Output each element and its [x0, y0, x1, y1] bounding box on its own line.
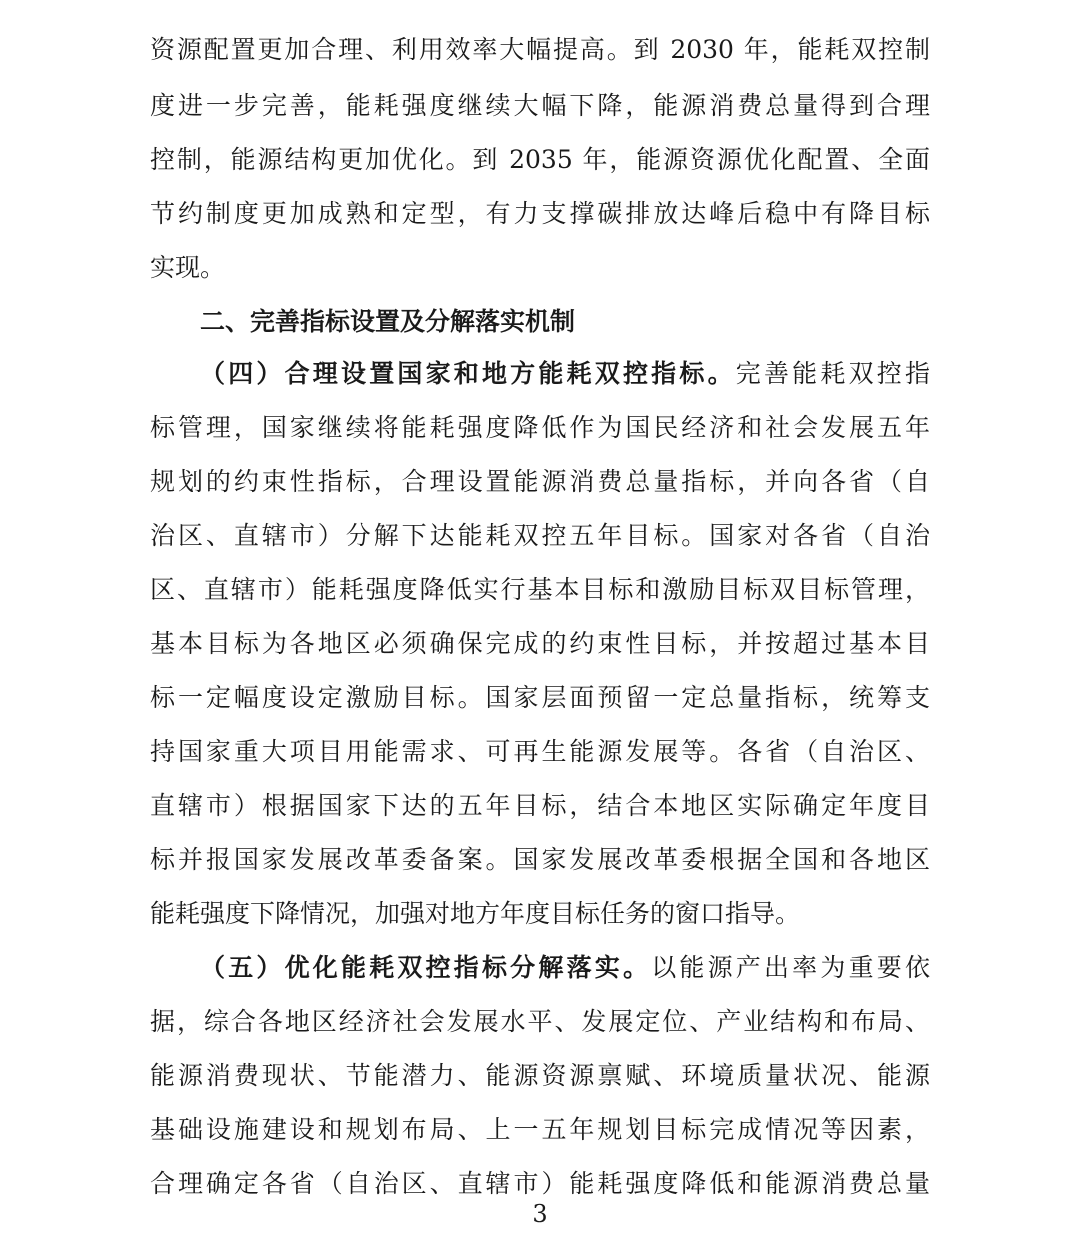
text-line: 资源配置更加合理、利用效率大幅提高。到 2030 年，能耗双控制 [150, 35, 930, 64]
text-line: 节约制度更加成熟和定型，有力支撑碳排放达峰后稳中有降目标 [150, 199, 930, 228]
text-line: 直辖市）根据国家下达的五年目标，结合本地区实际确定年度目 [150, 791, 930, 820]
text-line: 标一定幅度设定激励目标。国家层面预留一定总量指标，统筹支 [150, 683, 930, 712]
text-line: 度进一步完善，能耗强度继续大幅下降，能源消费总量得到合理 [150, 91, 930, 120]
paragraph-lead: （五）优化能耗双控指标分解落实。 [200, 953, 652, 982]
text-line: 规划的约束性指标，合理设置能源消费总量指标，并向各省（自 [150, 467, 930, 496]
text-line: 能耗强度下降情况，加强对地方年度目标任务的窗口指导。 [150, 899, 801, 928]
text-line: 标管理，国家继续将能耗强度降低作为国民经济和社会发展五年 [150, 413, 930, 442]
section-heading: 二、完善指标设置及分解落实机制 [200, 307, 576, 336]
text-line: 控制，能源结构更加优化。到 2035 年，能源资源优化配置、全面 [150, 145, 930, 174]
page-number: 3 [532, 1200, 548, 1228]
text-line: 基本目标为各地区必须确保完成的约束性目标，并按超过基本目 [150, 629, 930, 658]
paragraph-lead: （四）合理设置国家和地方能耗双控指标。 [200, 359, 736, 388]
paragraph-first-line [200, 354, 930, 394]
text-line: 据，综合各地区经济社会发展水平、发展定位、产业结构和布局、 [150, 1007, 930, 1036]
text-line: 区、直辖市）能耗强度降低实行基本目标和激励目标双目标管理， [150, 575, 930, 604]
text-line: 基础设施建设和规划布局、上一五年规划目标完成情况等因素， [150, 1115, 930, 1144]
text-line: 标并报国家发展改革委备案。国家发展改革委根据全国和各地区 [150, 845, 930, 874]
text-line: 实现。 [150, 253, 226, 282]
text-line: 治区、直辖市）分解下达能耗双控五年目标。国家对各省（自治 [150, 521, 930, 550]
text-line: 合理确定各省（自治区、直辖市）能耗强度降低和能源消费总量 [150, 1169, 930, 1198]
paragraph-text: 以能源产出率为重要依 [651, 953, 930, 982]
text-line: 持国家重大项目用能需求、可再生能源发展等。各省（自治区、 [150, 737, 930, 766]
paragraph-text: 完善能耗双控指 [735, 359, 930, 388]
text-line: 能源消费现状、节能潜力、能源资源禀赋、环境质量状况、能源 [150, 1061, 930, 1090]
paragraph-first-line [200, 948, 930, 988]
